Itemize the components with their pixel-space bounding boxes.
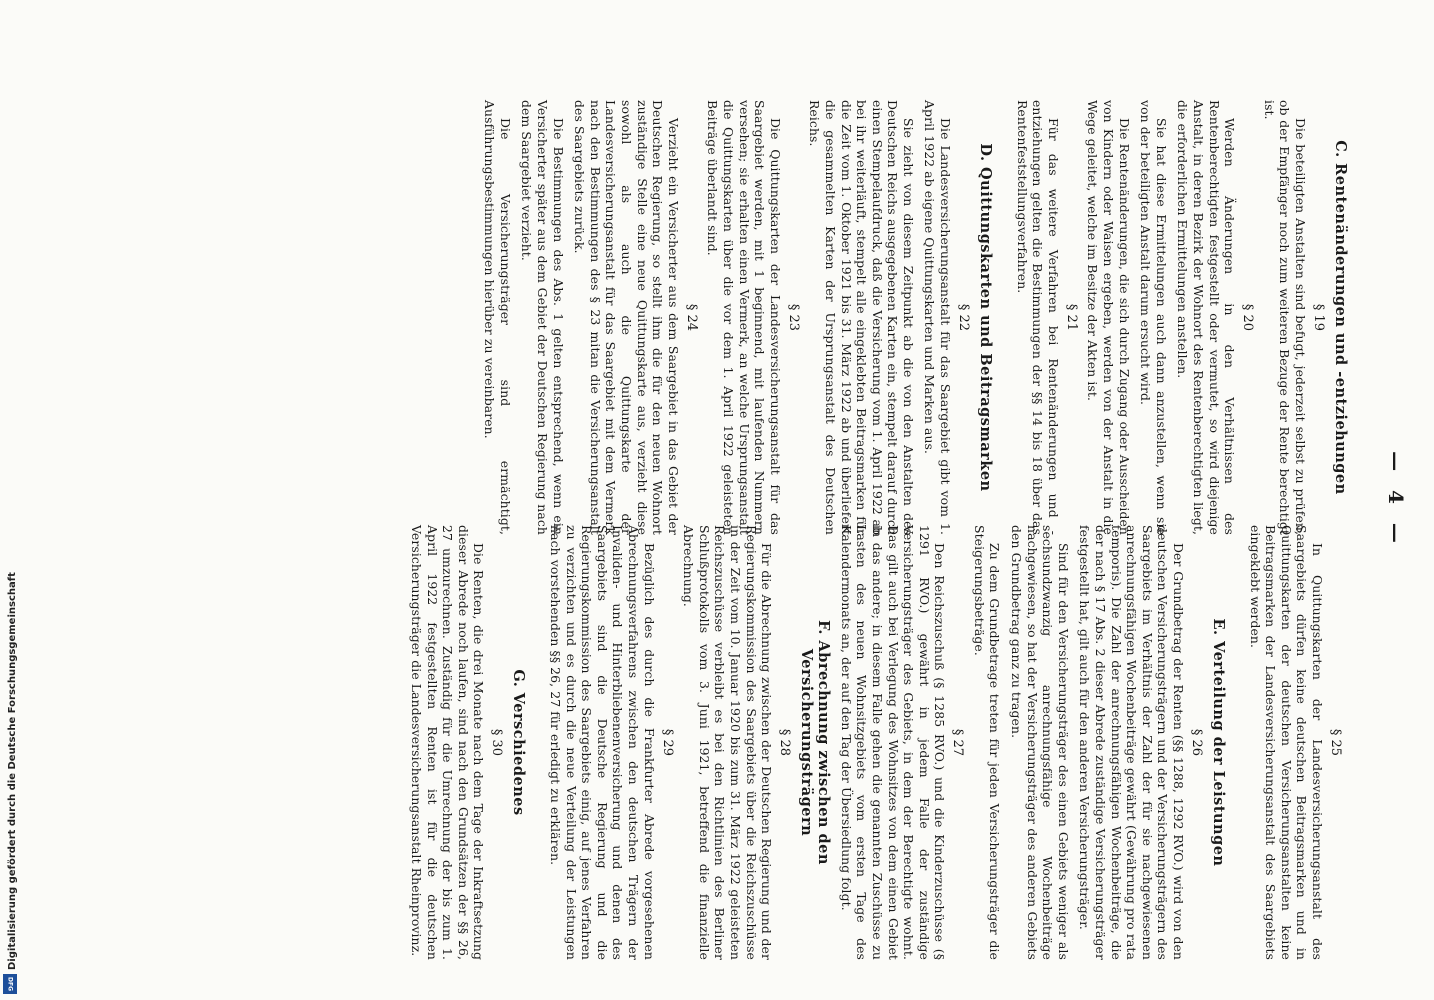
paragraph-24-text-2: Die Bestimmungen des Abs. 1 gelten entsprechend, wenn ein Versicherter später aus dem Gebiet der Deutschen Regierung nach dem Saargebiet verzieht. — [519, 100, 566, 535]
section-title-e: E. Verteilung der Leistungen — [1210, 618, 1228, 867]
paragraph-number-23: § 23 — [785, 303, 801, 332]
paragraph-22-text-1: Die Landesversicherungsanstalt für das Saargebiet gibt vom 1. April 1922 ab eigene Quittungskarten und Marken aus. — [922, 100, 954, 535]
dfg-logo-icon: DFG — [3, 974, 17, 994]
paragraph-number-27: § 27 — [950, 728, 966, 757]
paragraph-25-text: In Quittungskarten der Landesversicherungsanstalt des Saargebiets dürfen keine deutschen Beitragsmarken und in Quittungskarten der deutschen Versicherungsanstalten keine Beitragsmarken der Landesversicherungsanstalt des Saargebiets eingeklebt werden. — [1247, 525, 1325, 960]
paragraph-24-text-3: Die Versicherungsträger sind ermächtigt, Ausführungsbestimmungen hierüber zu vereinbaren. — [482, 100, 513, 535]
paragraph-number-20: § 20 — [1240, 303, 1256, 332]
digitization-sidebar — [0, 0, 22, 1000]
paragraph-number-25: § 25 — [1328, 728, 1343, 757]
right-column — [402, 525, 1349, 960]
paragraph-number-28: § 28 — [777, 728, 793, 757]
paragraph-number-21: § 21 — [1063, 303, 1079, 332]
page-number: — 4 — — [1384, 451, 1408, 549]
digitization-note: Digitalisierung gefördert durch die Deutsche Forschungsgemeinschaft — [7, 572, 18, 970]
paragraph-20-text-1: Werden Änderungen in den Verhältnissen des Rentenberechtigten festgestellt oder vermutet, so wird diejenige Anstalt, in deren Bezirk der Wohnort des Rentenberechtigten liegt, die erforderlichen Ermittelungen anstellen. — [1175, 100, 1238, 535]
paragraph-number-26: § 26 — [1189, 728, 1205, 757]
paragraph-20-text-2: Sie hat diese Ermittelungen auch dann anzustellen, wenn sie von der beteiligten Anstalt darum ersucht wird. — [1138, 100, 1169, 535]
paragraph-19-text: Die beteiligten Anstalten sind befugt, jederzeit selbst zu prüfen, ob der Empfänger noch zum weiteren Bezuge der Rente berechtigt ist. — [1261, 100, 1308, 535]
paragraph-22-text-2: Sie zieht von diesem Zeitpunkt ab die von den Anstalten des Deutschen Reichs ausgegebenen Karten ein, stempelt darauf durch einen Stempelaufdruck, daß die Versicherung vom 1. April 1922 ab bei ihr weiterläuft, stempelt alle eingeklebten Beitragsmarken für die Zeit vom 1. Oktober 1921 bis 31. März 1922 ab und überliefert die gesammelten Karten der Ursprungsanstalt des Deutschen Reichs. — [807, 100, 916, 535]
paragraph-26-text-2: Sind für den Versicherungsträger des einen Gebiets weniger als sechsundzwanzig anrechnungsfähige Wochenbeiträge nachgewiesen, so hat der Versicherungsträger des anderen Gebiets den Grundbetrag ganz zu tragen. — [1009, 525, 1071, 960]
paragraph-number-19: § 19 — [1311, 303, 1326, 332]
section-title-d: D. Quittungskarten und Beitragsmarken — [977, 143, 995, 492]
section-title-c: C. Rentenänderungen und -entziehungen — [1332, 140, 1349, 495]
paragraph-number-30: § 30 — [489, 728, 505, 757]
paragraph-26-text-1: Der Grundbetrag der Renten (§§ 1288, 1292 RVO.) wird von den deutschen Versicherungsträgern und der Versicherungsträgern des Saargebiets im Verhältnis der Zahl der für sie nachgewiesenen anrechnungsfähigen Wochenbeiträge gewährt (Gewährung pro rata temporis). Die Zahl der anrechnungsfähigen Wochenbeiträge, die der nach § 17 Abs. 2 dieser Abrede zuständige Versicherungsträger festgestellt hat, gilt auch für den anderen Versicherungsträger. — [1077, 525, 1187, 960]
paragraph-number-22: § 22 — [956, 303, 972, 332]
paragraph-24-text-1: Verzieht ein Versicherter aus dem Saargebiet in das Gebiet der Deutschen Regierung, so stellt ihm die für den neuen Wohnort zuständige Stelle eine neue Quittungskarte aus, verzieht diese sowohl als auch die Quittungskarte der Landesversicherungsanstalt für das Saargebiet mit dem Vermerk nach den Bestimmungen des § 23 mitan die Versicherungsanstalt des Saargebiets zurück. — [572, 100, 681, 535]
paragraph-21-text: Für das weitere Verfahren bei Rentenänderungen und -entziehungen gelten die Bestimmungen der §§ 14 bis 18 über das Rentenfeststellungsverfahren. — [1014, 100, 1061, 535]
left-column — [476, 100, 1349, 535]
paragraph-number-29: § 29 — [659, 728, 675, 757]
paragraph-29-text: Bezüglich des durch die Frankfurter Abrede vorgesehenen Abrechnungsverfahrens zwischen den deutschen Trägern der Invaliden- und Hinterbliebenenversicherung und denen des Saargebiets sind die Deutsche Regierung und die Regierungskommission des Saargebiets einig, auf jenes Verfahren zu verzichten und es durch die neue Verteilung der Leistungen nach vorstehenden §§ 26, 27 für erledigt zu erklären. — [548, 525, 657, 960]
section-title-g: G. Verschiedenes — [510, 669, 528, 816]
paragraph-28-text: Für die Abrechnung zwischen der Deutschen Regierung und der Regierungskommission des Saargebiets über die Reichszuschüsse in der Zeit vom 10. Januar 1920 bis zum 31. März 1922 geleisteten Reichszuschüsse verbleibt es bei den Richtlinien des Berliner Schlußprotokolls vom 3. Juni 1921, betreffend die finanzielle Abrechnung. — [681, 525, 775, 960]
paragraph-20-text-3: Die Rentenänderungen, die sich durch Zugang oder Ausscheiden von Kindern oder Waisen ergeben, werden von der Anstalt in die Wege geleitet, welche im Besitze der Akten ist. — [1085, 100, 1132, 535]
paragraph-23-text: Die Quittungskarten der Landesversicherungsanstalt für das Saargebiet werden, mit 1 beginnend, mit laufenden Nummern versehen; sie erhalten einen Vermerk, an welche Ursprungsanstalt die Quittungskarten über die vor dem 1. April 1922 geleisteten Beiträge überlandt sind. — [705, 100, 783, 535]
section-title-f: F. Abrechnung zwischen den Versicherungsträgern — [798, 620, 833, 865]
paragraph-27-text: Den Reichszuschuß (§ 1285 RVO.) und die Kinderzuschüsse (§ 1291 RVO.) gewährt in jedem Falle der zuständige Versicherungsträger des Gebiets, in dem der Berechtigte wohnt. Das gilt auch bei Verlegung des Wohnsitzes von dem einen Gebiet in das andere; in diesem Falle gehen die genannten Zuschüsse zu Lasten des neuen Wohnsitzgebiets vom ersten Tage des Kalendermonats an, der auf den Tag der Übersiedlung folgt. — [838, 525, 948, 960]
paragraph-30-text: Die Renten, die drei Monate nach dem Tage der Inkraftsetzung dieser Abrede noch laufen, sind nach den Grundsätzen der §§ 26, 27 umzurechnen. Zuständig für die Umrechnung der bis zum 1. April 1922 festgestellten Renten ist für die deutschen Versicherungsträger die Landesversicherungsanstalt Rheinprovinz. — [409, 525, 487, 960]
paragraph-26-text-3: Zu dem Grundbetrage treten für jeden Versicherungsträger die Steigerungsbeträge. — [971, 525, 1003, 960]
paragraph-number-24: § 24 — [683, 303, 699, 332]
